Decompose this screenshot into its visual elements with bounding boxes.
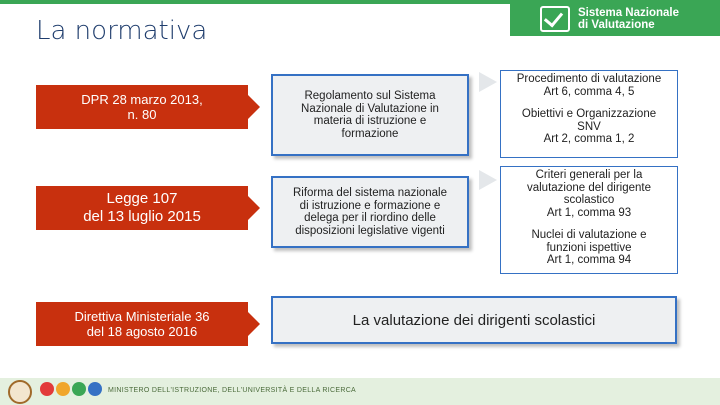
art-2a-line2: valutazione del dirigente	[526, 181, 652, 194]
art-1b-line2: SNV	[577, 120, 601, 133]
art-1a-line2: Art 6, comma 4, 5	[543, 85, 635, 98]
law-box-dpr-line1: DPR 28 marzo 2013,	[81, 92, 203, 107]
art-2a-line1: Criteri generali per la	[535, 169, 643, 181]
logo-circle-icon	[88, 382, 102, 396]
art-2b-line2: funzioni ispettive	[546, 241, 632, 254]
miur-logo	[40, 382, 102, 396]
description-box-regolamento	[271, 74, 469, 156]
art-2a-line3: scolastico	[563, 194, 615, 206]
law-box-direttiva-line2: del 18 agosto 2016	[86, 324, 198, 339]
law-box-legge	[36, 186, 248, 230]
logo-circle-icon	[72, 382, 86, 396]
slide-title: La normativa	[36, 16, 208, 46]
arrow-right-icon	[479, 72, 497, 92]
art-2b-line1: Nuclei di valutazione e	[531, 229, 647, 241]
articles-box-legge	[500, 166, 678, 274]
articles-box-dpr	[500, 70, 678, 158]
logo-circle-icon	[56, 382, 70, 396]
description-box-riforma	[271, 176, 469, 248]
desc-1-line3: materia di istruzione e	[313, 115, 427, 127]
crest-icon	[8, 380, 32, 404]
logo-line-1: Sistema Nazionale	[578, 7, 679, 19]
desc-2-line2: di istruzione e formazione e	[299, 199, 441, 212]
bottom-box-text: La valutazione dei dirigenti scolastici	[352, 311, 596, 329]
logo-line-2: di Valutazione	[578, 19, 655, 31]
law-box-direttiva-line1: Direttiva Ministeriale 36	[74, 309, 210, 324]
ministry-name: MINISTERO DELL'ISTRUZIONE, DELL'UNIVERSITÀ E DELLA RICERCA	[108, 387, 357, 394]
desc-2-line3: delega per il riordino delle	[304, 212, 436, 224]
art-1b-line1: Obiettivi e Organizzazione	[521, 108, 657, 120]
art-1b-line3: Art 2, comma 1, 2	[543, 133, 635, 145]
description-box-valutazione	[271, 296, 677, 344]
snv-logo	[510, 2, 720, 36]
articles-box-dpr-part-b	[501, 106, 677, 148]
art-2a-line4: Art 1, comma 93	[546, 206, 632, 219]
articles-box-legge-part-a	[501, 167, 677, 221]
law-box-legge-line1: Legge 107	[106, 190, 178, 207]
law-box-direttiva	[36, 302, 248, 346]
law-box-dpr	[36, 85, 248, 129]
desc-1-line4: formazione	[341, 127, 399, 140]
desc-1-line1: Regolamento sul Sistema	[304, 90, 436, 102]
desc-2-line4: disposizioni legislative vigenti	[295, 224, 445, 237]
desc-2-line1: Riforma del sistema nazionale	[292, 187, 448, 199]
arrow-right-icon	[479, 170, 497, 190]
articles-box-legge-part-b	[501, 227, 677, 269]
logo-circle-icon	[40, 382, 54, 396]
desc-1-line2: Nazionale di Valutazione in	[301, 102, 439, 115]
checkmark-icon	[540, 6, 570, 32]
snv-logo-text	[578, 7, 679, 31]
articles-box-dpr-part-a	[501, 71, 677, 100]
law-box-legge-line2: del 13 luglio 2015	[83, 208, 201, 225]
art-2b-line3: Art 1, comma 94	[546, 254, 632, 266]
law-box-dpr-line2: n. 80	[127, 107, 157, 122]
art-1a-line1: Procedimento di valutazione	[516, 73, 662, 85]
